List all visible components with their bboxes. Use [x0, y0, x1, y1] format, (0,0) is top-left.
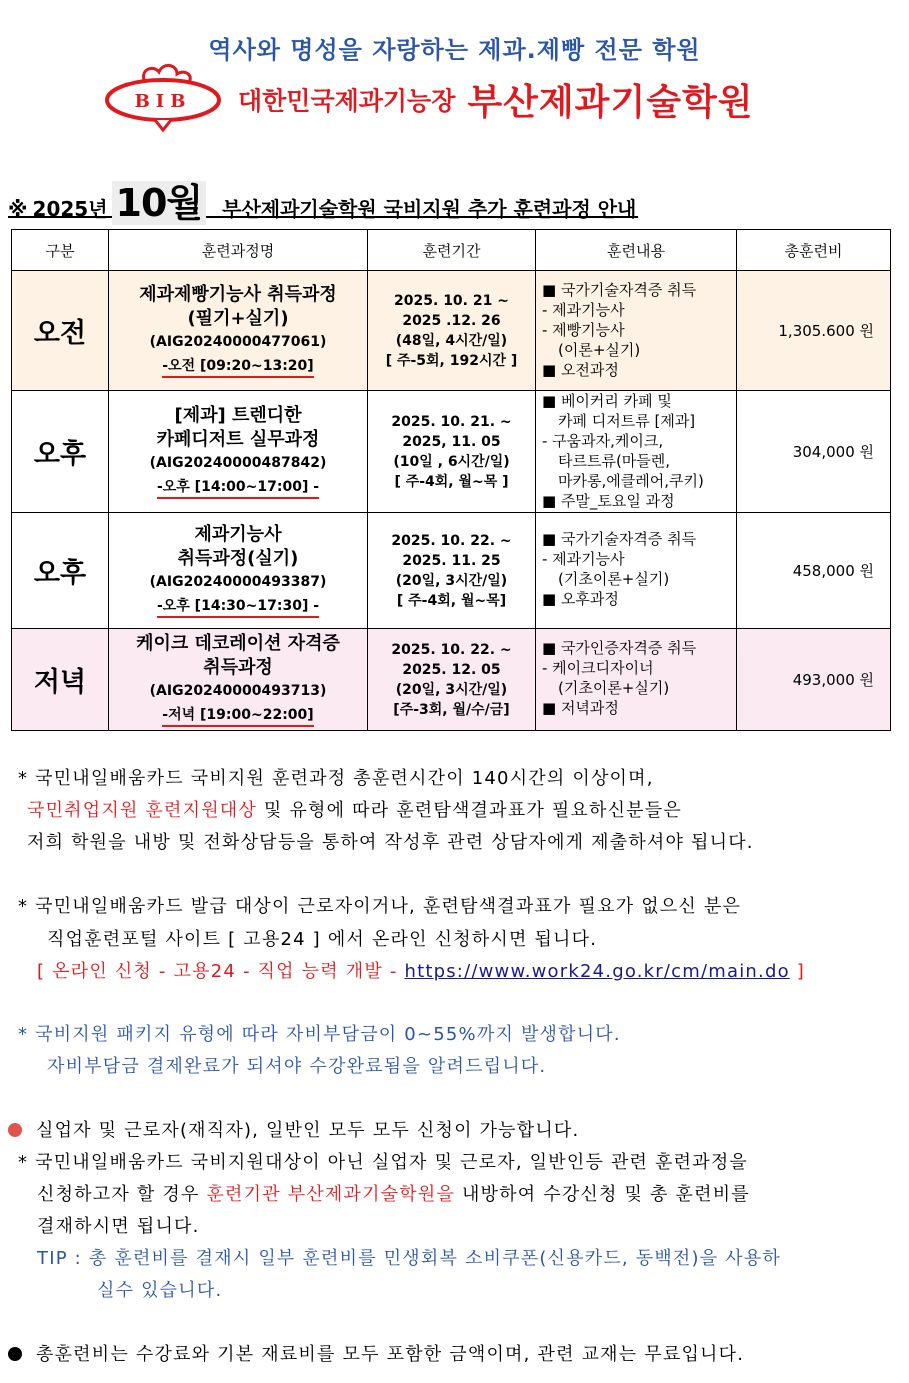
row-period: [368, 271, 536, 391]
note5-line1-text: 총훈련비는 수강료와 기본 재료비를 모두 포함한 금액이며, 관련 교재는 무료입니다.: [36, 1344, 745, 1365]
content-line: (이론+실기): [558, 341, 641, 359]
period-line: 2025. 12. 05: [402, 661, 501, 678]
content-line: ■ 베이커리 카페 및: [542, 392, 672, 410]
note1-line1: * 국민내일배움카드 국비지원 훈련과정 총훈련시간이 140시간의 이상이며,: [18, 768, 654, 789]
period-line: (10일 , 6시간/일): [393, 453, 510, 470]
period-line: 2025. 10. 21. ~: [391, 413, 512, 430]
tip-line1: TIP : 총 훈련비를 결재시 일부 훈련비를 민생회복 소비쿠폰(신용카드, 동백전)을 사용하: [37, 1248, 782, 1269]
note1-line2: [27, 796, 682, 822]
period-line: [ 주-5회, 192시간 ]: [385, 352, 518, 369]
period-line: 2025 .12. 26: [402, 312, 501, 329]
academy-sub: 대한민국제과기능장: [238, 86, 456, 116]
note4-highlight: 훈련기관 부산제과기술학원을: [206, 1184, 456, 1205]
content-line: - 제빵기능사: [542, 321, 625, 339]
content-line: - 구움과자,케이크,: [542, 432, 664, 450]
course-code: (AIG20240000493387): [149, 574, 327, 590]
row-category: 저녁: [12, 629, 109, 731]
row-course-name: [109, 513, 368, 629]
note1-highlight: 국민취업지원 훈련지원대상: [27, 800, 257, 821]
note1-line3: 저희 학원을 내방 및 전화상담등을 통하여 작성후 관련 상담자에게 제출하셔야 됩니다.: [27, 832, 754, 853]
course-name-line: 제과기능사: [194, 524, 282, 545]
period-line: (48일, 4시간/일): [395, 332, 508, 349]
table-row: [12, 271, 891, 391]
note4-line3: [37, 1180, 750, 1206]
tip-line2: 실수 있습니다.: [97, 1280, 223, 1301]
notice-title: [8, 172, 638, 225]
course-name-line: 취득과정(실기): [177, 548, 299, 569]
period-line: [ 주-4회, 월~목 ]: [394, 473, 509, 490]
row-category: 오후: [12, 513, 109, 629]
row-fee: 458,000 원: [737, 513, 891, 629]
course-time: -저녁 [19:00~22:00]: [162, 705, 313, 727]
content-line: 마카롱,에클레어,쿠키): [558, 472, 704, 490]
course-code: (AIG20240000477061): [149, 334, 327, 350]
note2-line3: [37, 957, 805, 983]
row-content: [536, 629, 737, 731]
row-category: 오전: [12, 271, 109, 391]
row-content: [536, 391, 737, 513]
content-line: - 제과기능사: [542, 550, 625, 568]
academy-name: 부산제과기술학원: [467, 82, 754, 123]
row-period: [368, 391, 536, 513]
course-code: (AIG20240000487842): [149, 455, 327, 471]
content-line: - 제과기능사: [542, 301, 625, 319]
course-time: -오전 [09:20~13:20]: [162, 356, 313, 378]
row-fee: 493,000 원: [737, 629, 891, 731]
period-line: [주-3회, 월/수/금]: [393, 701, 510, 718]
table-header-row: [12, 230, 891, 271]
row-fee: 1,305.600 원: [737, 271, 891, 391]
notice-mark: ※: [8, 197, 28, 221]
course-time: -오후 [14:00~17:00] -: [157, 477, 319, 499]
table-row: [12, 629, 891, 731]
content-line: 타르트류(마들렌,: [558, 452, 671, 470]
course-name-line: [제과] 트렌디한: [174, 405, 302, 426]
period-line: (20일, 3시간/일): [395, 572, 508, 589]
header-category: 구분: [12, 230, 109, 271]
header-content: 훈련내용: [536, 230, 737, 271]
period-line: (20일, 3시간/일): [395, 681, 508, 698]
header-fee: 총훈련비: [737, 230, 891, 271]
period-line: [ 주-4회, 월~목]: [396, 592, 507, 609]
note4-line1: [8, 1116, 579, 1142]
content-line: ■ 오전과정: [542, 361, 619, 379]
period-line: 2025. 11. 25: [402, 552, 501, 569]
period-line: 2025, 11. 05: [402, 433, 501, 450]
content-line: ■ 주말_토요일 과정: [542, 492, 675, 510]
notice-year: 2025년: [32, 197, 108, 221]
row-course-name: [109, 391, 368, 513]
content-line: 카페 디저트류 [제과]: [558, 412, 696, 430]
bib-logo: [103, 60, 223, 132]
row-content: [536, 271, 737, 391]
logo-text: BIB: [134, 91, 192, 112]
content-line: ■ 오후과정: [542, 590, 619, 608]
period-line: 2025. 10. 22. ~: [391, 532, 512, 549]
course-code: (AIG20240000493713): [149, 683, 327, 699]
note4-line4: 결재하시면 됩니다.: [37, 1216, 200, 1237]
period-line: 2025. 10. 21 ~: [394, 292, 509, 309]
row-period: [368, 629, 536, 731]
note3-line1: * 국비지원 패키지 유형에 따라 자비부담금이 0~55%까지 발생합니다.: [18, 1024, 621, 1045]
tagline: 역사와 명성을 자랑하는 제과.제빵 전문 학원: [208, 36, 701, 64]
course-name-line: 취득과정: [203, 657, 273, 678]
content-line: (기초이론+실기): [558, 679, 670, 697]
work24-link[interactable]: https://www.work24.go.kr/cm/main.do: [404, 961, 790, 982]
course-name-line: 카페디저트 실무과정: [156, 429, 320, 450]
note4-line1-text: 실업자 및 근로자(재직자), 일반인 모두 모두 신청이 가능합니다.: [36, 1120, 580, 1141]
note1-line2-rest: 및 유형에 따라 훈련탐색결과표가 필요하신분들은: [256, 800, 682, 821]
row-course-name: [109, 629, 368, 731]
note2-line3-suffix: ]: [789, 961, 805, 982]
content-line: ■ 저녁과정: [542, 699, 619, 717]
academy-title: [238, 74, 754, 125]
row-fee: 304,000 원: [737, 391, 891, 513]
note3-line2: 자비부담금 결제완료가 되셔야 수강완료됨을 알려드립니다.: [47, 1056, 547, 1077]
note2-line2: 직업훈련포털 사이트 [ 고용24 ] 에서 온라인 신청하시면 됩니다.: [47, 929, 598, 950]
course-table: [11, 229, 891, 731]
header-period: 훈련기간: [368, 230, 536, 271]
red-bullet-icon: [8, 1123, 22, 1137]
header-course-name: 훈련과정명: [109, 230, 368, 271]
black-bullet-icon: [8, 1347, 22, 1361]
note5-line1: [8, 1340, 744, 1366]
content-line: ■ 국가인증자격증 취득: [542, 639, 697, 657]
content-line: ■ 국가기술자격증 취득: [542, 530, 697, 548]
period-line: 2025. 10. 22. ~: [391, 641, 512, 658]
note2-line1: * 국민내일배움카드 발급 대상이 근로자이거나, 훈련탐색결과표가 필요가 없으신 분은: [18, 896, 742, 917]
notice-month: 10월: [112, 181, 207, 225]
note4-line2: * 국민내일배움카드 국비지원대상이 아닌 실업자 및 근로자, 일반인등 관련 훈련과정을: [18, 1152, 748, 1173]
table-row: [12, 391, 891, 513]
course-name-line: (필기+실기): [187, 308, 289, 329]
notice-description: 부산제과기술학원 국비지원 추가 훈련과정 안내: [222, 197, 637, 221]
row-category: 오후: [12, 391, 109, 513]
table-row: [12, 513, 891, 629]
row-period: [368, 513, 536, 629]
note4-line3-a: 신청하고자 할 경우: [37, 1184, 207, 1205]
note4-line3-b: 내방하여 수강신청 및 총 훈련비를: [455, 1184, 750, 1205]
content-line: ■ 국가기술자격증 취득: [542, 281, 697, 299]
row-content: [536, 513, 737, 629]
course-name-line: 케이크 데코레이션 자격증: [136, 633, 340, 654]
course-name-line: 제과제빵기능사 취득과정: [139, 284, 337, 305]
content-line: (기초이론+실기): [558, 570, 670, 588]
row-course-name: [109, 271, 368, 391]
course-time: -오후 [14:30~17:30] -: [157, 596, 319, 618]
note2-line3-prefix: [ 온라인 신청 - 고용24 - 직업 능력 개발 -: [37, 961, 405, 982]
content-line: - 케이크디자이너: [542, 659, 654, 677]
